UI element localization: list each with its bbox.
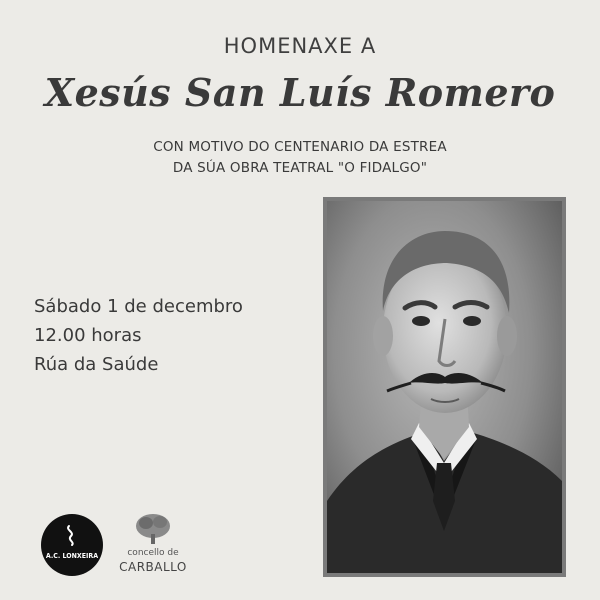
ac-lonxeira-logo — [41, 514, 103, 576]
page-kicker: HOMENAXE A — [223, 34, 377, 58]
portrait-image — [327, 201, 562, 573]
event-details — [34, 292, 243, 379]
event-date: Sábado 1 de decembro — [34, 296, 243, 317]
concello-carballo-logo — [118, 512, 188, 582]
subtitle-line-2: DA SÚA OBRA TEATRAL "O FIDALGO" — [172, 160, 428, 176]
subtitle-line-1: CON MOTIVO DO CENTENARIO DA ESTREA — [153, 139, 447, 155]
event-time: 12.00 horas — [34, 325, 142, 346]
portrait-photo — [323, 197, 566, 577]
ac-logo-label: A.C. LONXEIRA — [45, 552, 99, 560]
event-place: Rúa da Saúde — [34, 354, 159, 375]
concello-small-label: concello de — [127, 548, 179, 558]
subtitle — [0, 137, 600, 179]
tree-icon — [134, 512, 172, 546]
honoree-name: Xesús San Luís Romero — [44, 70, 556, 115]
concello-big-label: CARBALLO — [119, 560, 187, 574]
